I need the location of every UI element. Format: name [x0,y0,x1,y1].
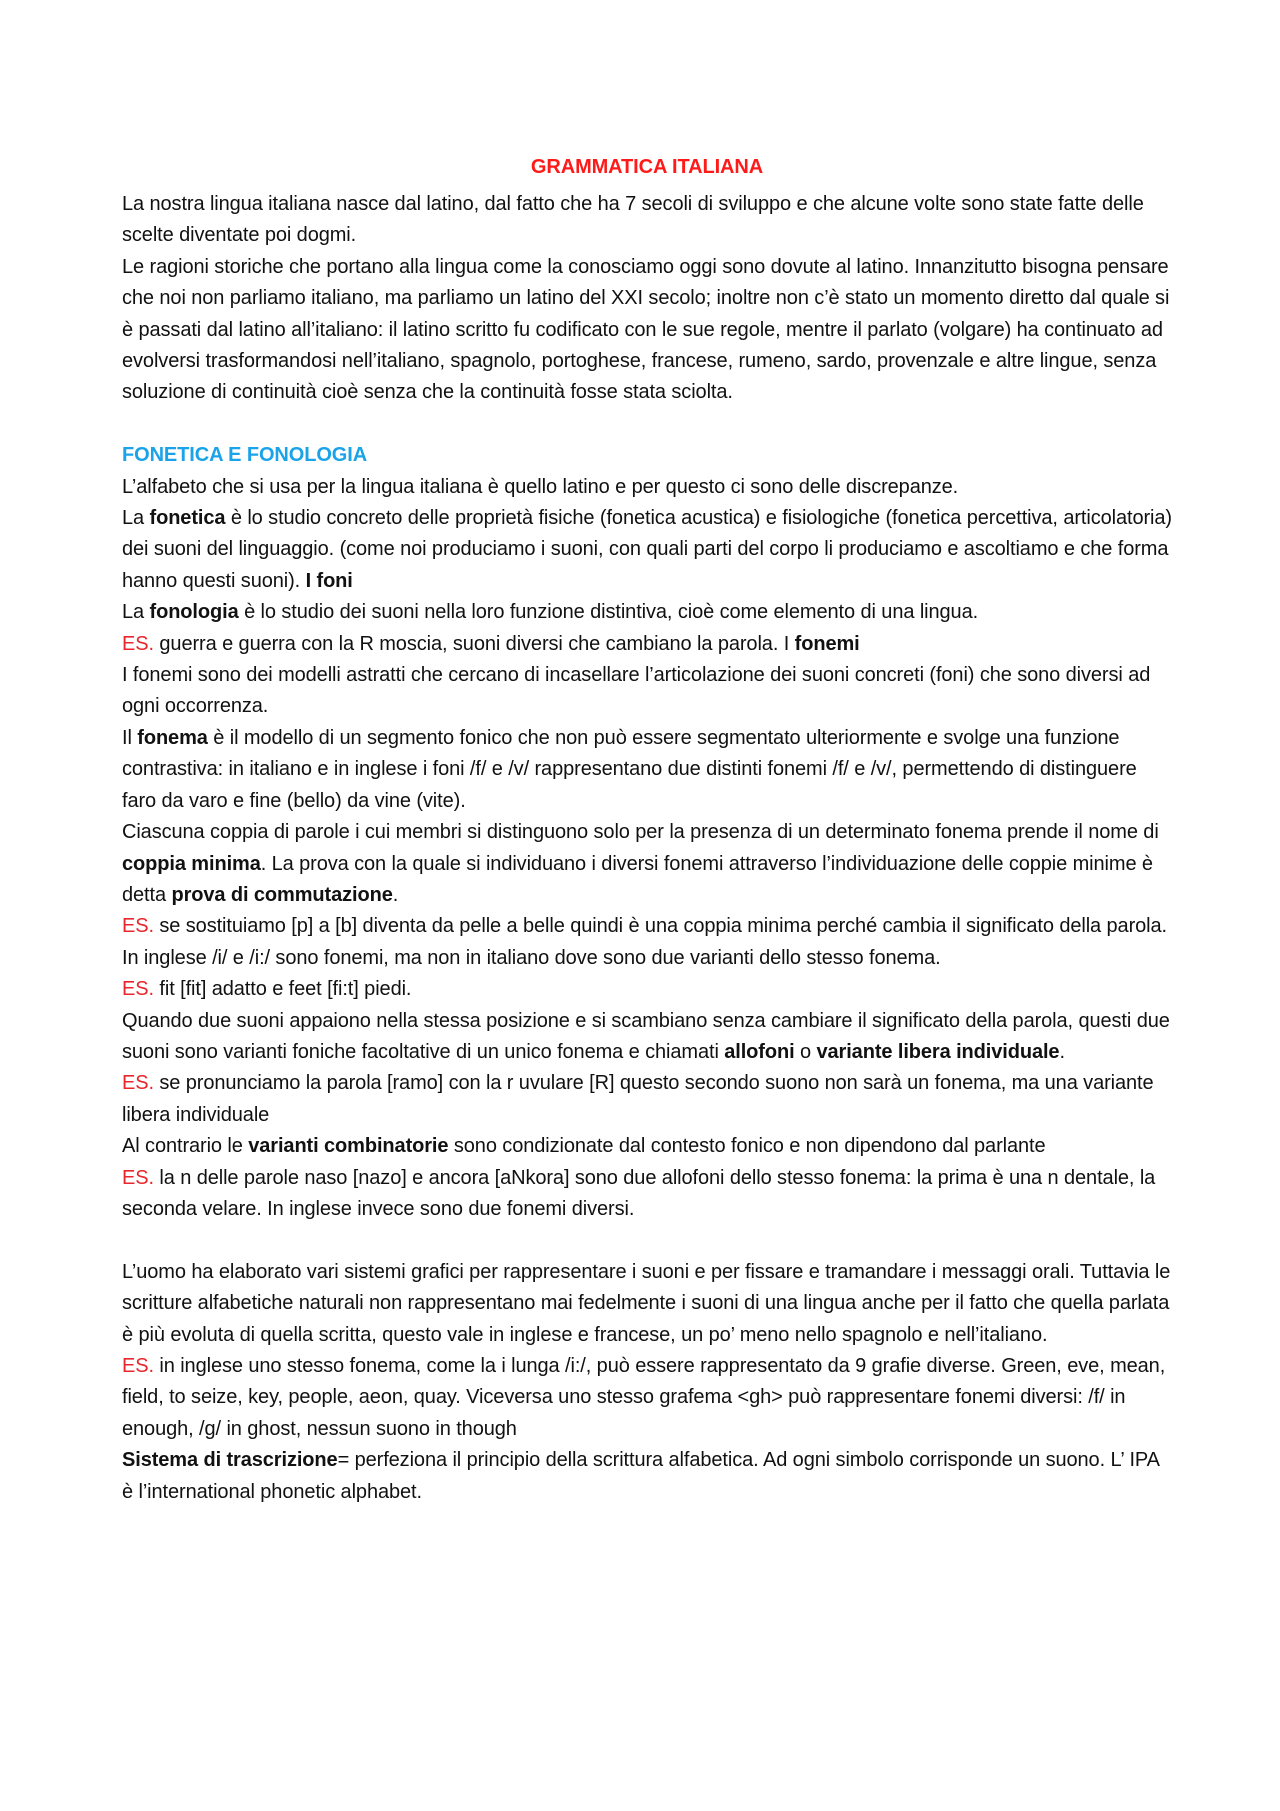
term-coppia-minima: coppia minima [122,852,261,875]
paragraph-inglese-i: In inglese /i/ e /i:/ sono fonemi, ma non in italiano dove sono due varianti dello stesso fonema. [122,946,941,969]
es-label: ES. [122,1355,154,1377]
intro-paragraph-1: La nostra lingua italiana nasce dal latino, dal fatto che ha 7 secoli di sviluppo e che alcune volte sono state fatte delle scelte diventate poi dogmi. [122,193,1144,247]
paragraph-coppia-minima: Ciascuna coppia di parole i cui membri si distinguono solo per la presenza di un determinato fonema prende il nome di coppia minima. La prova con la quale si individuano i diversi fonemi attraverso l’individuazione delle coppie minime è detta prova di commutazione. [122,821,1159,906]
term-allofoni: allofoni [724,1040,795,1063]
term-foni: I foni [305,569,353,592]
term-sistema-di-trascrizione: Sistema di trascrizione [122,1449,338,1472]
term-variante-libera: variante libera individuale [816,1040,1060,1063]
paragraph-sistema-trascrizione: Sistema di trascrizione= perfeziona il principio della scrittura alfabetica. Ad ogni simbolo corrisponde un suono. L’ IPA è l’international phonetic alphabet. [122,1449,1159,1503]
example-ramo: ES. se pronunciamo la parola [ramo] con la r uvulare [R] questo secondo suono non sarà un fonema, ma una variante libera individuale [122,1072,1154,1126]
paragraph-fonetica: La fonetica è lo studio concreto delle proprietà fisiche (fonetica acustica) e fisiologiche (fonetica percettiva, articolatoria) dei suoni del linguaggio. (come noi produciamo i suoni, con quali parti del corpo li produciamo e ascoltiamo e che forma hanno questi suoni). I foni [122,507,1172,592]
spacer [122,409,1172,440]
example-guerra: ES. guerra e guerra con la R moscia, suoni diversi che cambiano la parola. I fonemi [122,632,860,655]
term-fonemi: fonemi [794,632,860,655]
term-fonologia: fonologia [149,601,239,624]
paragraph-varianti-combinatorie: Al contrario le varianti combinatorie sono condizionate dal contesto fonico e non dipendono dal parlante [122,1135,1046,1158]
example-fit-feet: ES. fit [fit] adatto e feet [fi:t] piedi. [122,978,412,1001]
paragraph-fonologia: La fonologia è lo studio dei suoni nella loro funzione distintiva, cioè come elemento di una lingua. [122,601,979,624]
term-prova-di-commutazione: prova di commutazione [171,883,393,906]
intro-paragraph-2: Le ragioni storiche che portano alla lingua come la conosciamo oggi sono dovute al latino. Innanzitutto bisogna pensare che noi non parliamo italiano, ma parliamo un latino del XXI secolo; inoltre non c’è stato un momento diretto dal quale si è passati dal latino all’italiano: il latino scritto fu codificato con le sue regole, mentre il parlato (volgare) ha continuato ad evolversi trasformandosi nell’italiano, spagnolo, portoghese, francese, rumeno, sardo, provenzale e altre lingue, senza soluzione di continuità cioè senza che la continuità fosse stata sciolta. [122,255,1170,404]
example-pelle-belle: ES. se sostituiamo [p] a [b] diventa da pelle a belle quindi è una coppia minima perché cambia il significato della parola. [122,915,1167,938]
es-label: ES. [122,1072,154,1095]
es-label: ES. [122,632,154,655]
section-heading: FONETICA E FONOLOGIA [122,444,368,467]
es-label: ES. [122,915,154,938]
term-fonema: fonema [137,726,208,749]
paragraph-alfabeto: L’alfabeto che si usa per la lingua italiana è quello latino e per questo ci sono delle discrepanze. [122,475,959,498]
term-varianti-combinatorie: varianti combinatorie [248,1135,449,1158]
es-label: ES. [122,1166,154,1189]
spacer [122,1225,1172,1256]
example-inglese-grafie: ES. in inglese uno stesso fonema, come la i lunga /i:/, può essere rappresentato da 9 grafie diverse. Green, eve, mean, field, to seize, key, people, aeon, quay. Viceversa uno stesso grafema <gh> può rappresentare fonemi diversi: /f/ in enough, /g/ in ghost, nessun suono in though [122,1355,1166,1440]
term-fonetica: fonetica [149,507,226,530]
paragraph-fonemi: I fonemi sono dei modelli astratti che cercano di incasellare l’articolazione dei suoni concreti (foni) che sono diversi ad ogni occorrenza. [122,664,1151,718]
document-page [122,152,1172,1508]
paragraph-fonema: Il fonema è il modello di un segmento fonico che non può essere segmentato ulteriormente e svolge una funzione contrastiva: in italiano e in inglese i foni /f/ e /v/ rappresentano due distinti fonemi /f/ e /v/, permettendo di distinguere faro da varo e fine (bello) da vine (vite). [122,726,1137,812]
es-label: ES. [122,978,154,1001]
example-naso-ancora: ES. la n delle parole naso [nazo] e ancora [aNkora] sono due allofoni dello stesso fonema: la prima è una n dentale, la seconda velare. In inglese invece sono due fonemi diversi. [122,1166,1156,1220]
document-title: GRAMMATICA ITALIANA [530,156,764,178]
paragraph-sistemi-grafici: L’uomo ha elaborato vari sistemi grafici per rappresentare i suoni e per fissare e tramandare i messaggi orali. Tuttavia le scritture alfabetiche naturali non rappresentano mai fedelmente i suoni di una lingua anche per il fatto che quella parlata è più evoluta di quella scritta, questo vale in inglese e francese, un po’ meno nello spagnolo e nell’italiano. [122,1260,1171,1346]
paragraph-allofoni: Quando due suoni appaiono nella stessa posizione e si scambiano senza cambiare il significato della parola, questi due suoni sono varianti foniche facoltative di un unico fonema e chiamati allofoni o variante libera individuale. [122,1009,1170,1063]
